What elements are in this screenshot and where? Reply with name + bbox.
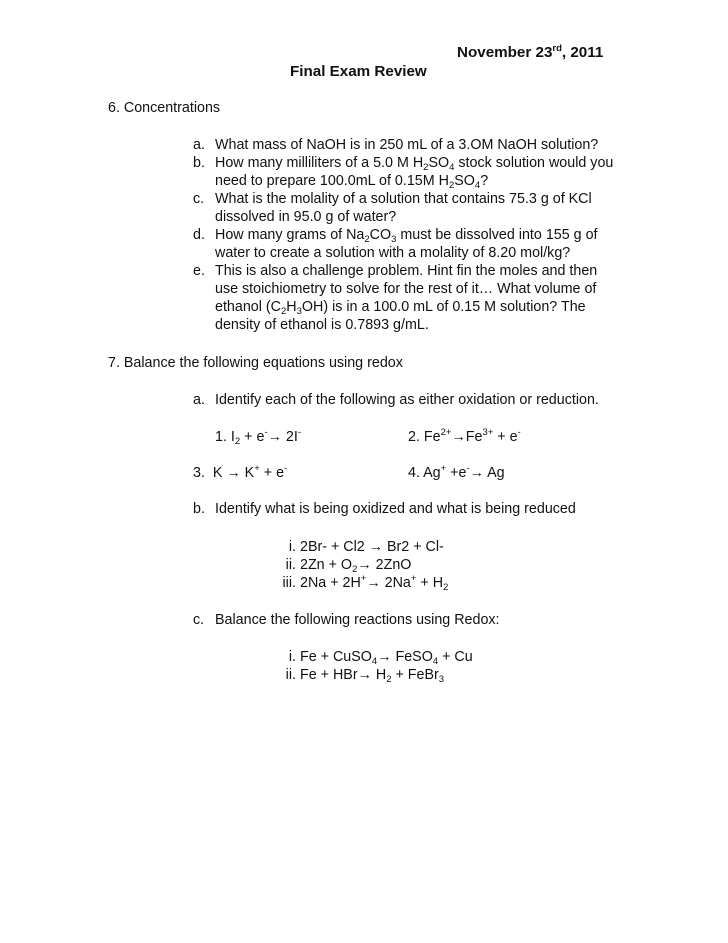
item-c-ii-num: ii. xyxy=(285,667,296,683)
section-6-heading: 6. Concentrations xyxy=(108,100,221,116)
question-6d-label: d. xyxy=(193,227,205,243)
reaction-4: 4. Ag+ +e-→ Ag xyxy=(408,463,505,481)
arrow-icon: → xyxy=(451,429,466,445)
question-6c-line1: What is the molality of a solution that contains 75.3 g of KCl xyxy=(215,191,592,207)
date-heading: November 23rd, 2011 xyxy=(457,43,604,61)
arrow-icon: → xyxy=(366,575,381,591)
question-6b-line2: need to prepare 100.0mL of 0.15M $H_2SO_4$? xyxy=(215,173,489,191)
arrow-icon: → xyxy=(357,667,372,683)
page-title: Final Exam Review xyxy=(290,63,427,80)
arrow-icon: → xyxy=(357,557,372,573)
question-6a-text: What mass of NaOH is in 250 mL of a 3.OM NaOH solution? xyxy=(215,137,599,153)
item-b-i-num: i. xyxy=(288,539,296,555)
question-6b-line1: How many milliliters of a 5.0 M $H_2SO_4$ stock solution would you xyxy=(215,155,614,173)
question-6e-label: e. xyxy=(193,263,205,279)
question-6e-line2: use stoichiometry to solve for the rest of it… What volume of xyxy=(215,281,597,297)
question-6a-label: a. xyxy=(193,137,205,153)
item-b-iii-num: iii. xyxy=(282,575,296,591)
part-7a-text: Identify each of the following as either oxidation or reduction. xyxy=(215,392,599,408)
arrow-icon: → xyxy=(368,539,384,555)
item-b-ii-num: ii. xyxy=(285,557,296,573)
question-6b-label: b. xyxy=(193,155,205,171)
item-c-ii: $Fe + HBr\to H_2$ + FeBr$_3$ xyxy=(300,667,445,685)
item-b-ii: $2Zn + O_2\to 2ZnO$ xyxy=(300,557,412,575)
question-6d-line1: How many grams of $Na_2CO_3$ must be dissolved into 155 g of xyxy=(215,227,598,245)
question-6e-line3: ethanol $(C_2H_3OH)$ is in a 100.0 mL of 0.15 M solution? The xyxy=(215,299,586,317)
item-b-iii: $2Na + 2H^+\to 2Na^+ + H_2$ xyxy=(300,573,449,593)
section-7-heading: 7. Balance the following equations using redox xyxy=(108,355,403,371)
part-7b-label: b. xyxy=(193,501,205,517)
reaction-1: 1. $I_2 + e^-\to 2I^-$ xyxy=(215,427,301,447)
arrow-icon: → xyxy=(267,429,282,445)
arrow-icon: → xyxy=(469,465,484,481)
item-c-i: Fe + CuSO$_4$→ FeSO$_4$ + Cu xyxy=(300,649,473,667)
part-7c-text: Balance the following reactions using Redox: xyxy=(215,612,500,628)
part-7a-label: a. xyxy=(193,392,205,408)
arrow-icon: → xyxy=(377,649,392,665)
item-b-i: 2Br- + Cl2 → Br2 + Cl- xyxy=(300,539,444,555)
part-7b-text: Identify what is being oxidized and what is being reduced xyxy=(215,501,576,517)
item-c-i-num: i. xyxy=(288,649,296,665)
question-6e-line1: This is also a challenge problem. Hint fin the moles and then xyxy=(215,263,598,279)
reaction-3: 3. K → K+ + e- xyxy=(193,463,288,481)
part-7c-label: c. xyxy=(193,612,205,628)
arrow-icon: → xyxy=(226,465,241,481)
reaction-2: 2. $Fe^{2+}\to Fe^{3+} + e^-$ xyxy=(408,427,521,445)
question-6d-line2: water to create a solution with a molality of 8.20 mol/kg? xyxy=(215,245,571,261)
question-6c-label: c. xyxy=(193,191,205,207)
question-6c-line2: dissolved in 95.0 g of water? xyxy=(215,209,397,225)
question-6e-line4: density of ethanol is 0.7893 g/mL. xyxy=(215,317,429,333)
